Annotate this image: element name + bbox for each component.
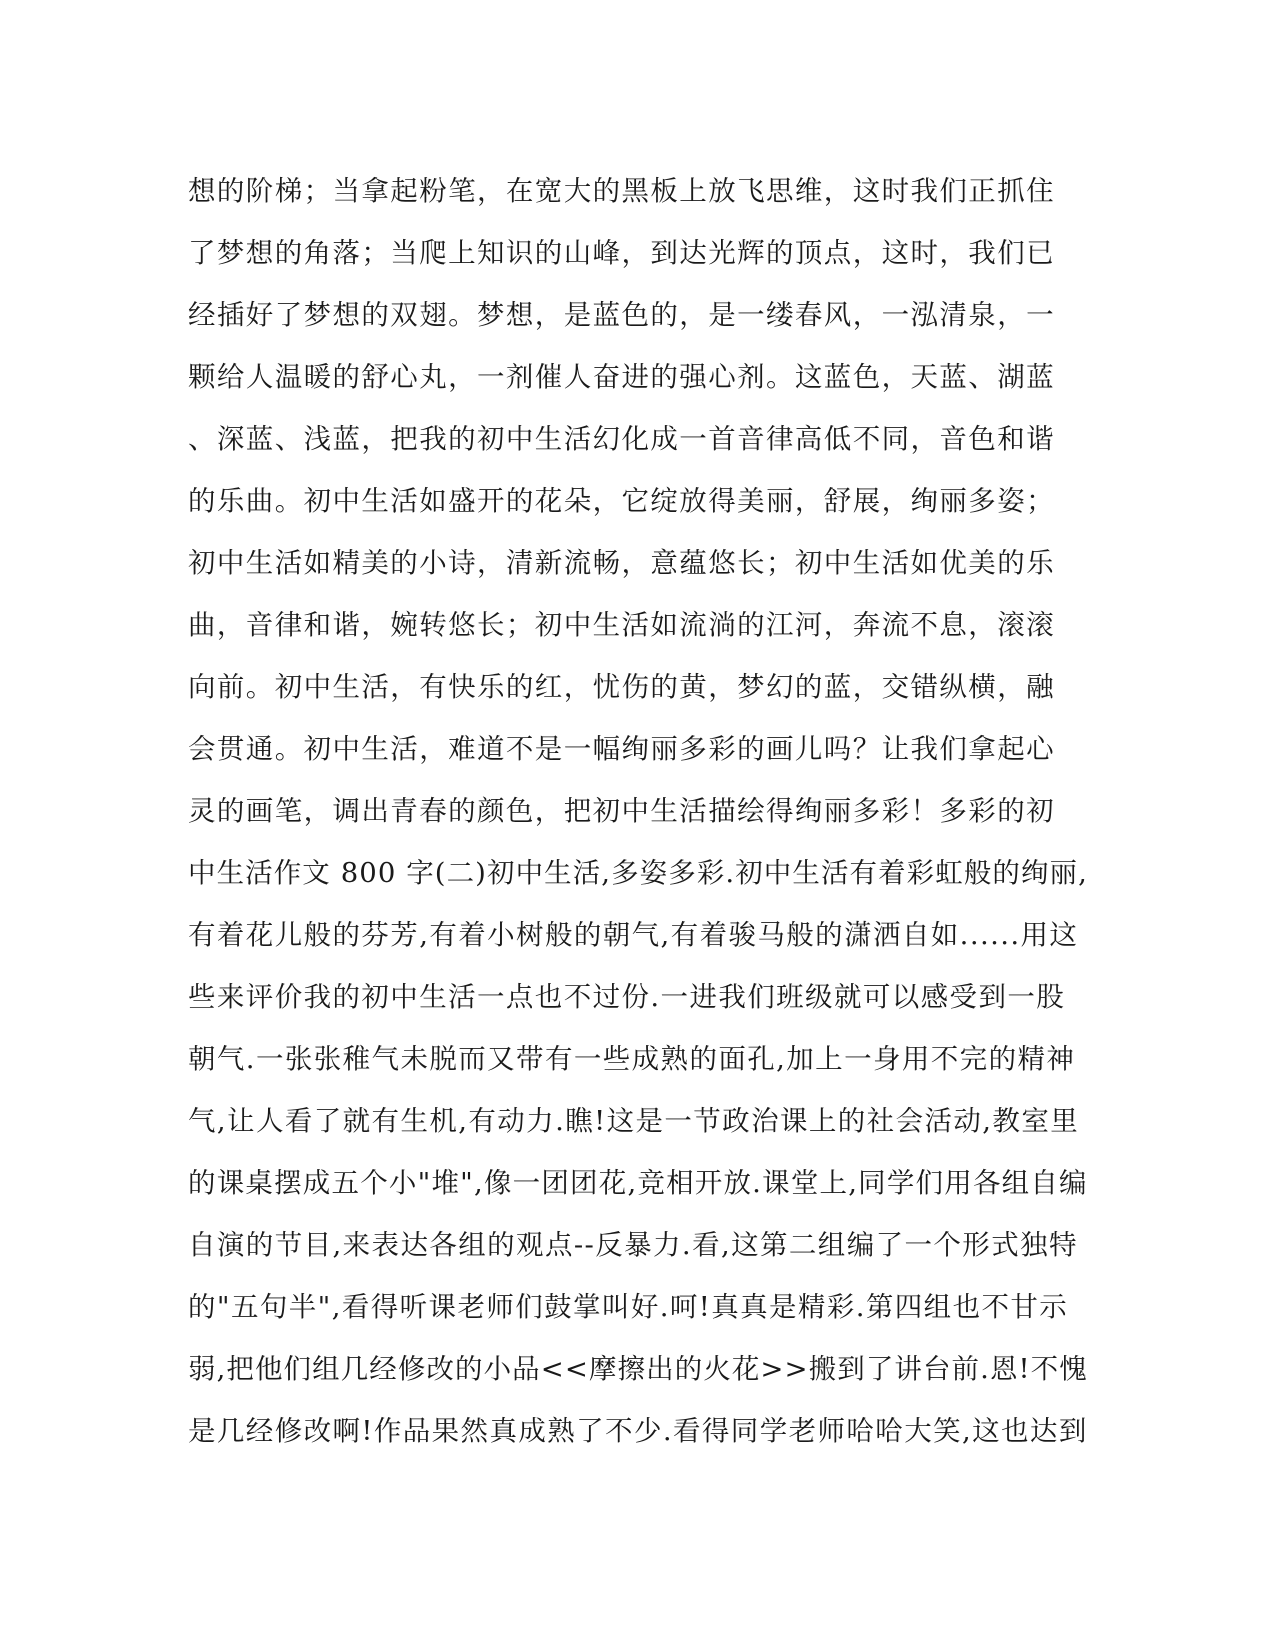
text-line: 自演的节目,来表达各组的观点--反暴力.看,这第二组编了一个形式独特 [188,1229,1078,1261]
text-line: 弱,把他们组几经修改的小品<<摩擦出的火花>>搬到了讲台前.恩!不愧 [188,1353,1088,1385]
text-line: 朝气.一张张稚气未脱而又带有一些成熟的面孔,加上一身用不完的精神 [188,1043,1076,1075]
essay-body [188,160,1088,1462]
text-line: 有着花儿般的芬芳,有着小树般的朝气,有着骏马般的潇洒自如......用这 [188,919,1079,951]
text-line: 、深蓝、浅蓝，把我的初中生活幻化成一首音律高低不同，音色和谐 [188,423,1055,455]
text-line: 灵的画笔，调出青春的颜色，把初中生活描绘得绚丽多彩！多彩的初 [188,795,1055,827]
text-line: 向前。初中生活，有快乐的红，忧伤的黄，梦幻的蓝，交错纵横，融 [188,671,1055,703]
text-line: 的课桌摆成五个小"堆",像一团团花,竞相开放.课堂上,同学们用各组自编 [188,1167,1088,1199]
text-line: 曲，音律和谐，婉转悠长；初中生活如流淌的江河，奔流不息，滚滚 [188,609,1055,641]
text-line: 中生活作文 800 字(二)初中生活,多姿多彩.初中生活有着彩虹般的绚丽, [188,857,1088,889]
text-line: 经插好了梦想的双翅。梦想，是蓝色的，是一缕春风，一泓清泉，一 [188,299,1055,331]
text-line: 会贯通。初中生活，难道不是一幅绚丽多彩的画儿吗？让我们拿起心 [188,733,1055,765]
text-line: 初中生活如精美的小诗，清新流畅，意蕴悠长；初中生活如优美的乐 [188,547,1055,579]
text-line: 颗给人温暖的舒心丸，一剂催人奋进的强心剂。这蓝色，天蓝、湖蓝 [188,361,1055,393]
text-line: 的乐曲。初中生活如盛开的花朵，它绽放得美丽，舒展，绚丽多姿； [188,485,1055,517]
text-line: 的"五句半",看得听课老师们鼓掌叫好.呵!真真是精彩.第四组也不甘示 [188,1291,1069,1323]
text-line: 了梦想的角落；当爬上知识的山峰，到达光辉的顶点，这时，我们已 [188,237,1055,269]
text-line: 想的阶梯；当拿起粉笔，在宽大的黑板上放飞思维，这时我们正抓住 [188,175,1055,207]
text-line: 气,让人看了就有生机,有动力.瞧!这是一节政治课上的社会活动,教室里 [188,1105,1080,1137]
text-line: 些来评价我的初中生活一点也不过份.一进我们班级就可以感受到一股 [188,981,1066,1013]
text-line: 是几经修改啊!作品果然真成熟了不少.看得同学老师哈哈大笑,这也达到 [188,1415,1088,1447]
